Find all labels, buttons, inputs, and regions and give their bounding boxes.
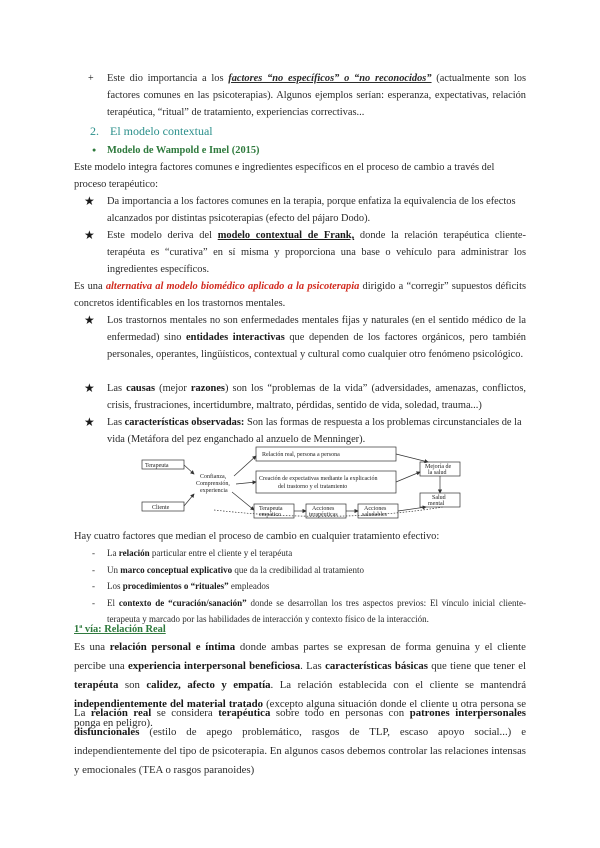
frank-model-emphasis: modelo contextual de Frank, [217, 230, 355, 241]
diagram-label: terapéuticas [309, 512, 338, 518]
text: Este dio importancia a los [107, 73, 229, 84]
real-relation-therapeutic-paragraph [74, 704, 526, 780]
diagram-label: empático [259, 512, 281, 518]
text: La [107, 548, 119, 558]
circle-bullet-icon: ● [92, 146, 97, 154]
bold-text: terapéutica [218, 707, 271, 719]
diagram-label: experiencia [200, 488, 228, 494]
bold-text: entidades interactivas [186, 332, 285, 343]
star-icon: ★ [84, 381, 95, 395]
text: Un [107, 565, 121, 575]
text: Las [107, 417, 125, 428]
dash-marker: - [92, 581, 95, 591]
section-heading [90, 123, 213, 140]
section-title: El modelo contextual [110, 124, 213, 138]
text: donde la relación terapéutica cliente-terapéuta es “curativa” en sí misma y proporciona una base o vehículo para administrar los ingredientes específicos. [107, 230, 526, 275]
bold-text: independientemente del material tratado [74, 698, 264, 710]
text: sobre todo en personas con [270, 707, 410, 719]
text: Las [107, 383, 127, 394]
contextual-model-diagram [138, 444, 468, 520]
text: . Las [300, 660, 326, 672]
four-factors-intro: Hay cuatro factores que median el proceso de cambio en cualquier tratamiento efectivo: [74, 531, 440, 542]
bold-text: razones [190, 383, 225, 394]
star-icon: ★ [84, 194, 95, 208]
text: que dependen de los factores orgánicos, pero también personales, operantes, lingüísticos, contextual y cultural como cualquier otro fenómeno psicológico. [107, 332, 527, 360]
text: (excepto alguna situación donde el cliente u otra persona se ponga en peligro). [74, 698, 526, 729]
plus-marker: + [88, 73, 94, 84]
diagram-label: Creación de expectativas mediante la explicación [259, 476, 378, 482]
text: Es una [74, 641, 110, 653]
bold-text: procedimientos o “rituales” [122, 581, 229, 591]
bold-text: características observadas: [124, 417, 245, 428]
text: dirigido a “corregir” supuestos déficits concretos identificables en los trastornos mentales. [74, 281, 527, 309]
bold-text: contexto de “curación/sanación” [118, 598, 247, 608]
text: Son las formas de respuesta a los problemas circunstanciales de la vida (Metáfora del pez enganchado al anzuelo de Menninger). [107, 417, 522, 445]
via-heading: 1ª vía: Relación Real [74, 624, 166, 635]
diagram-label: Relación real, persona a persona [262, 452, 340, 458]
diagram-label: Mejoría de [425, 464, 452, 470]
text: (mejor [155, 383, 191, 394]
star-icon: ★ [84, 313, 95, 327]
bold-text: experiencia interpersonal beneficiosa [127, 660, 301, 672]
text: que tiene que tener el [427, 660, 527, 672]
text: . La relación establecida con el cliente se mantendrá [270, 679, 526, 691]
diagram-label: Confianza, [200, 474, 227, 480]
diagram-label: Acciones [364, 506, 387, 512]
bold-text: relación real [90, 707, 152, 719]
diagram-label: Terapeuta [145, 463, 169, 469]
text: (estilo de apego problemático, rasgos de TLP, escaso apoyo social...) e independientemente del tipo de psicoterapia. En algunos casos debemos controlar las relaciones intensas y emocionales (TEA o rasgos paranoides) [74, 726, 526, 776]
alternative-paragraph [74, 278, 526, 312]
star-item-causes [107, 380, 526, 414]
diagram-label: Terapeuta [259, 506, 283, 512]
text: Los [107, 581, 123, 591]
subsection-title: Modelo de Wampold e Imel (2015) [107, 145, 260, 156]
intro-paragraph: Este modelo integra factores comunes e ingredientes específicos en el proceso de cambio a través del proceso terapéutico: [74, 162, 495, 190]
text: ) son los “problemas de la vida” (adversidades, amenazas, conflictos, crisis, frustraciones, incertidumbre, maltrato, pérdidas, sentido de vida, soledad, trauma...) [107, 383, 526, 411]
diagram-label: del trastorno y el tratamiento [278, 484, 348, 490]
star-item-frank [107, 227, 526, 278]
dash-marker: - [92, 598, 95, 608]
text: La [74, 707, 91, 719]
star-item-dodo: Da importancia a los factores comunes en la terapia, porque enfatiza la equivalencia de los efectos alcanzados por distintas psicoterapias (efecto del pájaro Dodo). [107, 196, 516, 224]
star-icon: ★ [84, 228, 95, 242]
text: (actualmente son los factores comunes en las psicoterapias). Algunos ejemplos serían: esperanza, expectativas, relación terapéutica, “ritual” de tratamiento, experiencias correctivas... [107, 73, 526, 118]
factor-item [107, 578, 526, 594]
text: se considera [151, 707, 219, 719]
text: donde se desarrollan los tres aspectos previos: El vínculo inicial cliente-terapeuta y marcado por las habilidades de interacción y contexto físico de la interacción. [107, 598, 526, 624]
diagram-label: mental [428, 501, 445, 507]
bold-text: causas [126, 383, 155, 394]
text: Los trastornos mentales no son enfermedades mentales fijas y naturales (en el sentido médico de la enfermedad) sino [107, 315, 526, 343]
text: Es una [74, 281, 106, 292]
text: que da la credibilidad al tratamiento [232, 565, 365, 575]
text: El [107, 598, 119, 608]
diagram-label: Comprensión, [196, 481, 230, 487]
bold-text: características básicas [325, 660, 428, 672]
alternative-emphasis: alternativa al modelo biomédico aplicado a la psicoterapia [105, 281, 360, 292]
text: son [118, 679, 147, 691]
text: donde ambas partes se expresan de forma genuina y el cliente percibe una [74, 641, 526, 672]
diagram-label: Salud [432, 495, 446, 501]
factor-item [107, 545, 526, 561]
text: particular entre el cliente y el terapéuta [149, 548, 293, 558]
diagram-label: la salud [428, 470, 447, 476]
factors-emphasis: factores “no específicos” o “no reconocidos” [228, 73, 432, 84]
star-icon: ★ [84, 415, 95, 429]
bullet-factors-paragraph [107, 70, 526, 121]
section-number: 2. [90, 124, 99, 138]
bold-text: calidez, afecto y empatía [146, 679, 271, 691]
bold-text: terapéuta [74, 679, 119, 691]
bold-text: relación [118, 548, 150, 558]
star-item-entities [107, 312, 526, 363]
factor-item [107, 562, 526, 578]
bold-text: patrones interpersonales disfuncionales [74, 707, 526, 738]
bold-text: marco conceptual explicativo [120, 565, 233, 575]
diagram-label: Acciones [312, 506, 335, 512]
bold-text: relación personal e íntima [109, 641, 236, 653]
diagram-label: saludables [362, 512, 387, 518]
diagram-label: Cliente [152, 505, 170, 511]
text: Este modelo deriva del [107, 230, 218, 241]
dash-marker: - [92, 548, 95, 558]
factor-item [107, 595, 526, 627]
star-item-characteristics [107, 414, 526, 448]
text: empleados [228, 581, 270, 591]
dash-marker: - [92, 565, 95, 575]
